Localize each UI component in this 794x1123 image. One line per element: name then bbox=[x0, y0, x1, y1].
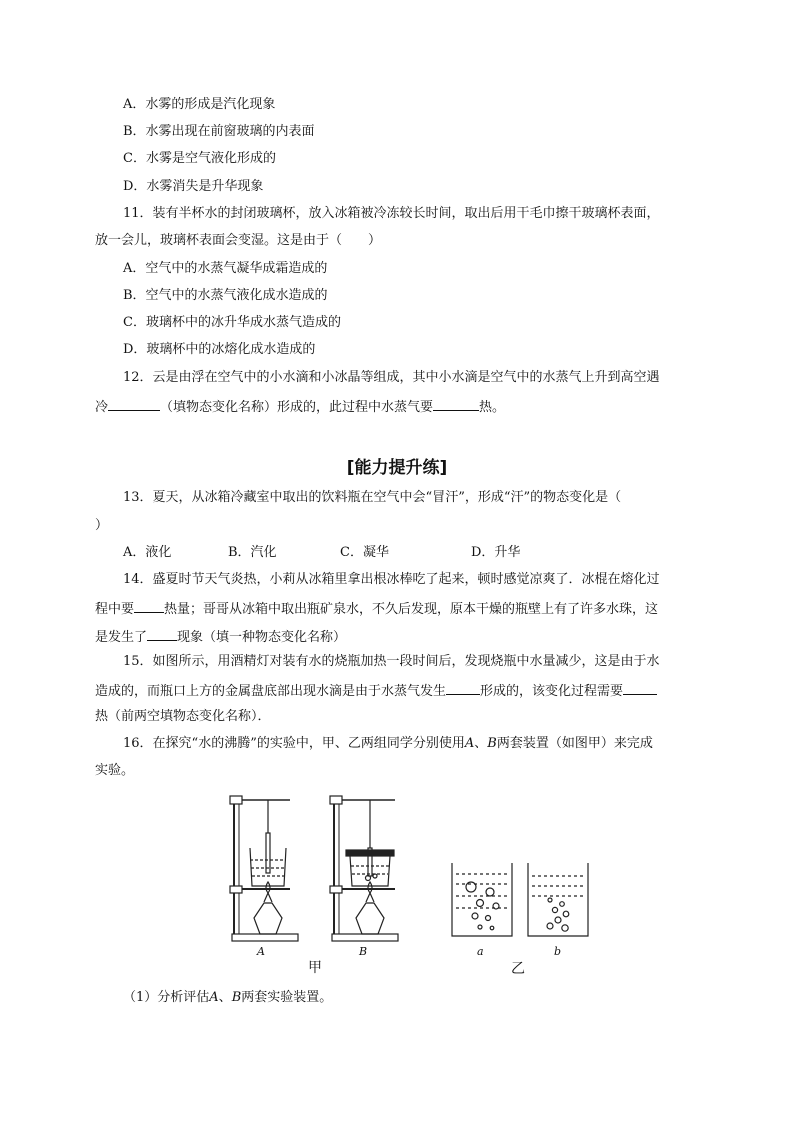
figure-label-jia: 甲 bbox=[308, 960, 322, 976]
figure-label-a: A bbox=[257, 945, 265, 958]
q13-options bbox=[123, 545, 543, 561]
q14-blank-2[interactable] bbox=[147, 627, 177, 641]
q16-text-a: 16．在探究“水的沸腾”的实验中，甲、乙两组同学分别使用 bbox=[123, 736, 465, 751]
q12-blank-1[interactable] bbox=[108, 397, 160, 411]
q10-option-a: A．水雾的形成是汽化现象 bbox=[123, 97, 276, 112]
q13-option-c: C．凝华 bbox=[340, 545, 389, 560]
beaker-a bbox=[452, 863, 512, 936]
q10-option-d: D．水雾消失是升华现象 bbox=[123, 179, 264, 194]
q16-text-b: 两套装置（如图甲）来完成 bbox=[496, 736, 653, 751]
figure-label-b: B bbox=[359, 945, 368, 958]
q14-text-c: 是发生了 bbox=[95, 630, 148, 645]
q11-option-a: A．空气中的水蒸气凝华成霜造成的 bbox=[123, 261, 328, 276]
q16-line2: 实验。 bbox=[95, 763, 135, 778]
q16-sub1-sep: 、 bbox=[218, 990, 232, 1005]
q15-line3: 热（前两空填物态变化名称）． bbox=[95, 709, 271, 724]
q10-option-b: B．水雾出现在前窗玻璃的内表面 bbox=[123, 124, 315, 139]
q16-sub1-label-b: B bbox=[231, 990, 242, 1005]
q16-sub1-text-a: （1）分析评估 bbox=[123, 990, 210, 1005]
q14-line1: 14．盛夏时节天气炎热，小莉从冰箱里拿出根冰棒吃了起来，顿时感觉凉爽了．冰棍在熔化过 bbox=[123, 572, 660, 587]
q12-text-b: （填物态变化名称）形成的，此过程中水蒸气要 bbox=[160, 400, 434, 415]
q12-line2 bbox=[95, 397, 505, 416]
q13-option-b: B．汽化 bbox=[228, 545, 277, 560]
q14-blank-1[interactable] bbox=[134, 599, 164, 613]
q13-option-a: A．液化 bbox=[123, 545, 172, 560]
figure-label-small-b: b bbox=[554, 945, 562, 958]
q10-option-c: C．水雾是空气液化形成的 bbox=[123, 151, 276, 166]
q14-text-d: 现象（填一种物态变化名称） bbox=[177, 630, 347, 645]
figure-label-yi: 乙 bbox=[511, 961, 525, 977]
q11-option-c: C．玻璃杯中的冰升华成水蒸气造成的 bbox=[123, 315, 341, 330]
experiment-figure bbox=[220, 788, 600, 988]
q11-option-b: B．空气中的水蒸气液化成水造成的 bbox=[123, 288, 328, 303]
q14-text-a: 程中要 bbox=[95, 602, 135, 617]
section-heading: [能力提升练] bbox=[346, 458, 448, 478]
q13-option-d: D．升华 bbox=[471, 545, 521, 560]
q16-sep: 、 bbox=[474, 736, 488, 751]
q15-line1: 15．如图所示，用酒精灯对装有水的烧瓶加热一段时间后，发现烧瓶中水量减少，这是由于水 bbox=[123, 654, 660, 669]
q15-blank-1[interactable] bbox=[446, 681, 480, 695]
apparatus-b bbox=[330, 796, 398, 941]
q16-line1 bbox=[123, 736, 653, 752]
q14-line2 bbox=[95, 599, 658, 618]
beaker-b bbox=[528, 863, 588, 936]
q12-text-a: 冷 bbox=[95, 400, 109, 415]
q16-label-a: A bbox=[464, 736, 475, 751]
q14-text-b: 热量；哥哥从冰箱中取出瓶矿泉水，不久后发现，原本干燥的瓶壁上有了许多水珠，这 bbox=[164, 602, 659, 617]
q11-option-d: D．玻璃杯中的冰熔化成水造成的 bbox=[123, 342, 316, 357]
q15-text-a: 造成的，而瓶口上方的金属盘底部出现水滴是由于水蒸气发生 bbox=[95, 684, 447, 699]
q16-label-b: B bbox=[487, 736, 497, 751]
q16-sub1-text-b: 两套实验装置。 bbox=[241, 990, 333, 1005]
q16-sub1-label-a: A bbox=[209, 990, 219, 1005]
q13-line1: 13．夏天，从冰箱冷藏室中取出的饮料瓶在空气中会“冒汗”，形成“汗”的物态变化是（ bbox=[123, 490, 622, 505]
q15-text-b: 形成的，该变化过程需要 bbox=[480, 684, 624, 699]
boiling-apparatus-diagram bbox=[220, 788, 600, 988]
q16-sub1 bbox=[123, 990, 332, 1006]
q11-stem-line1: 11．装有半杯水的封闭玻璃杯，放入冰箱被冷冻较长时间，取出后用干毛巾擦干玻璃杯表面， bbox=[123, 206, 660, 221]
q11-stem-line2: 放一会儿，玻璃杯表面会变湿。这是由于（ ） bbox=[95, 233, 382, 248]
q15-blank-2[interactable] bbox=[623, 681, 657, 695]
q12-blank-2[interactable] bbox=[433, 397, 479, 411]
apparatus-a bbox=[230, 796, 298, 941]
q15-line2 bbox=[95, 681, 657, 700]
q12-text-c: 热。 bbox=[479, 400, 506, 415]
figure-label-small-a: a bbox=[477, 945, 484, 958]
q14-line3 bbox=[95, 627, 346, 646]
q13-line2: ） bbox=[95, 518, 109, 533]
q12-line1: 12．云是由浮在空气中的小水滴和小冰晶等组成，其中小水滴是空气中的水蒸气上升到高空遇 bbox=[123, 370, 660, 385]
